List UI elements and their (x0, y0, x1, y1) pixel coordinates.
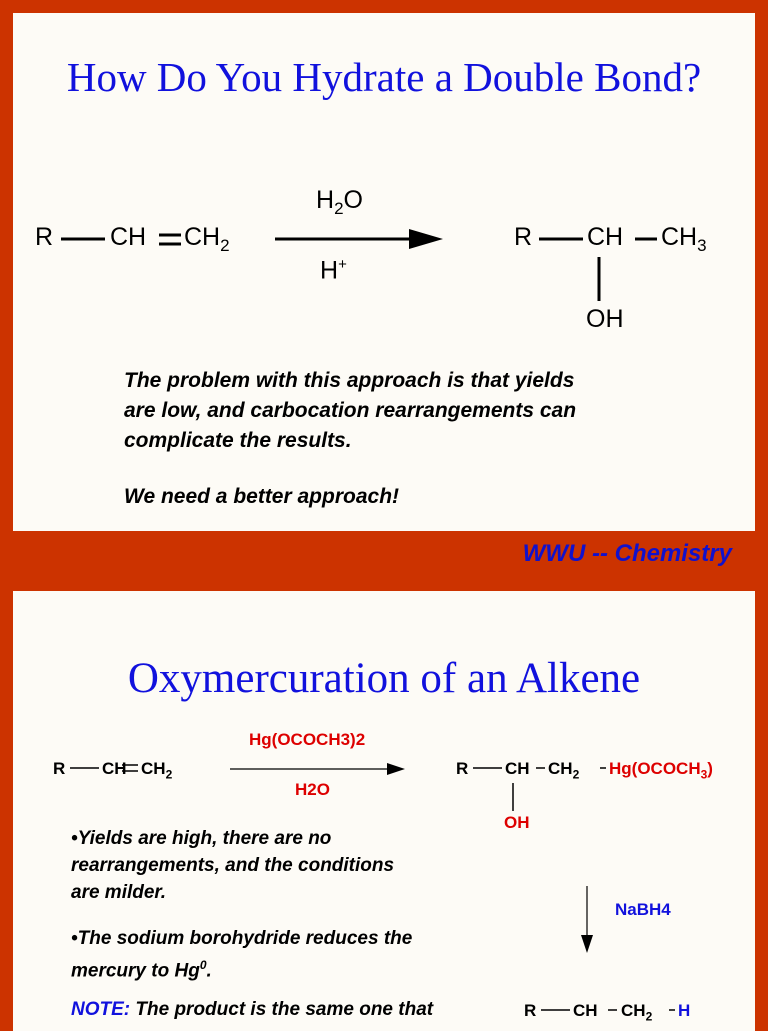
bullet-line: •Yields are high, there are no (71, 828, 332, 849)
intermediate-hg: $Hg(OCOCH_3)$ (609, 759, 713, 782)
reactant-r: R (53, 759, 66, 778)
reagent-water: H2O (295, 780, 330, 799)
problem-line: complicate the results. (124, 429, 352, 452)
slide-oxymercuration (13, 591, 755, 1031)
product-ch: CH (587, 223, 624, 251)
slide-title: Oxymercuration of an Alkene (127, 655, 641, 702)
reagent-nabh4: NaBH4 (615, 900, 671, 919)
bullet-line: rearrangements, and the conditions (71, 855, 395, 876)
reactant-ch2: $CH_2$ (141, 759, 173, 782)
bullet-yields (71, 825, 394, 906)
note-line (71, 999, 433, 1021)
slide-hydration (13, 13, 755, 531)
intermediate-ch: CH (505, 759, 530, 778)
slide-title: How Do You Hydrate a Double Bond? (66, 54, 702, 100)
reactant-r: R (35, 223, 54, 251)
problem-line: are low, and carbocation rearrangements can (124, 399, 577, 422)
product-r: R (514, 223, 533, 251)
reagent-mercuric-acetate: Hg(OCOCH3)2 (249, 730, 366, 749)
bullet-line: are milder. (71, 882, 167, 903)
product-ch: CH (573, 1001, 598, 1020)
product-r: R (524, 1001, 537, 1020)
intermediate-ch2: $CH_2$ (548, 759, 580, 782)
reagent-water: $H_2O$ (316, 186, 363, 218)
bullet-line: mercury to Hg$^0$. (71, 958, 212, 982)
product-oh: OH (586, 305, 624, 333)
footer-credit: WWU -- Chemistry (522, 540, 732, 567)
note-label: NOTE: (71, 999, 131, 1020)
reagent-acid: H+ (320, 256, 347, 285)
arrow-head (387, 763, 405, 775)
hydration-scheme-lines (13, 13, 755, 353)
conclusion-text: We need a better approach! (124, 485, 400, 508)
intermediate-r: R (456, 759, 469, 778)
product-h: H (678, 1001, 691, 1020)
reactant-ch2: $CH_2$ (184, 223, 230, 255)
arrow-head (581, 935, 593, 953)
problem-paragraph (124, 366, 576, 456)
intermediate-oh: OH (504, 813, 530, 832)
reactant-ch: CH (102, 759, 127, 778)
problem-line: The problem with this approach is that yields (124, 369, 575, 392)
bullet-line: •The sodium borohydride reduces the (71, 928, 413, 949)
arrow-head (409, 229, 443, 249)
reactant-ch: CH (110, 223, 147, 251)
note-text: The product is the same one that (130, 999, 434, 1020)
product-ch3: $CH_3$ (661, 223, 707, 255)
product-ch2: $CH_2$ (621, 1001, 653, 1024)
bullet-reduction (71, 926, 412, 984)
